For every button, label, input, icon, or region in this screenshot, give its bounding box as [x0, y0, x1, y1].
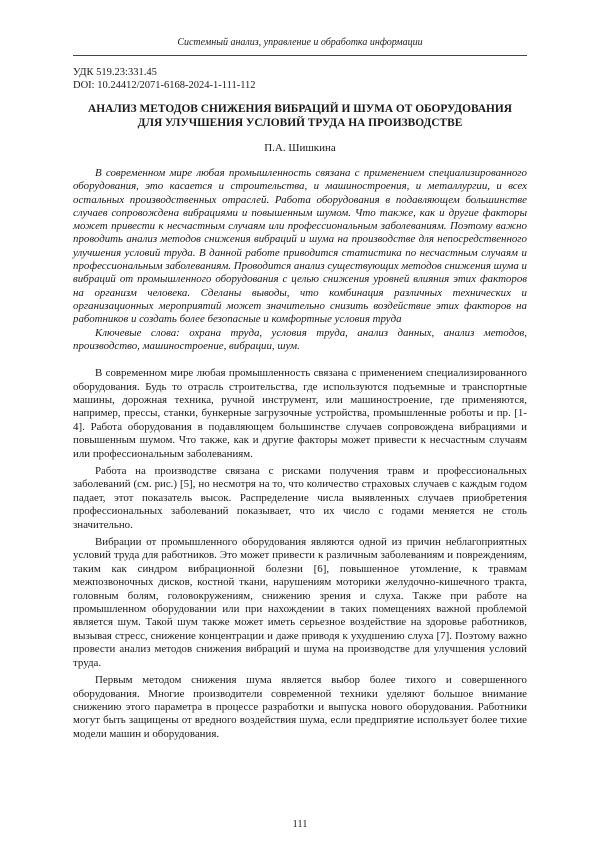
running-header: Системный анализ, управление и обработка информации	[177, 37, 423, 48]
body-paragraph-4: Первым методом снижения шума является выбор более тихого и совершенного оборудования. Многие производители современной техники уделяют большое внимание снижению этого параметра в процессе разработки и выпуска нового оборудования. Работники могут быть защищены от вредного воздействия шума, если предприятие использует более тихие модели машин и оборудования.	[73, 674, 527, 740]
keywords: Ключевые слова: охрана труда, условия труда, анализ данных, анализ методов, производство, машиностроение, вибрации, шум.	[73, 326, 527, 352]
body-paragraph-2: Работа на производстве связана с рисками получения травм и профессиональных заболеваний (см. рис.) [5], но несмотря на то, что количество страховых случаев с каждым годом падает, этот показатель высок. Распределение числа выявленных случаев приобретения профессиональных заболеваний показывает, что их число с годами меняется не столь значительно.	[73, 465, 527, 531]
journal-page	[73, 36, 527, 830]
author: П.А. Шишкина	[264, 142, 336, 154]
article-body	[73, 367, 527, 741]
article-title	[73, 102, 527, 130]
udc-code: УДК 519.23:331.45	[73, 67, 157, 78]
title-line-1: АНАЛИЗ МЕТОДОВ СНИЖЕНИЯ ВИБРАЦИЙ И ШУМА ОТ ОБОРУДОВАНИЯ	[88, 103, 512, 115]
body-paragraph-1: В современном мире любая промышленность связана с применением специализированного оборудования. Будь то отрасль строительства, где используются подъемные и транспортные машины, дорожная техника, ручной инструмент, или машиностроение, где применяются, например, прессы, станки, бункерные загрузочные устройства, промышленные роботы и пр. [1-4]. Работа оборудования в подавляющем большинстве случаев сопровождена вибрациями и повышенным шумом. Что также, как и другие факторы может привести к несчастным случаям или профессиональным заболеваниям.	[73, 367, 527, 460]
page-number: 111	[292, 819, 308, 830]
doi[interactable]: DOI: 10.24412/2071-6168-2024-1-111-112	[73, 80, 256, 91]
body-paragraph-3: Вибрации от промышленного оборудования являются одной из причин неблагоприятных условий труда для работников. Это может привести к различным заболеваниям и повреждениям, таким как синдром вибрационной болезни [6], повышенное утомление, к травмам межпозвоночных дисков, костной ткани, нарушениям моторики желудочно-кишечного тракта, головным болям, головокружениям, снижению зрения и слуха. Также при работе на промышленном оборудовании или при нахождении в таких помещениях важной проблемой является шум. Такой шум также может иметь серьезное воздействие на здоровье работников, вызывая стресс, снижение концентрации и даже приводя к ухудшению слуха [7]. Поэтому важно провести анализ методов снижения вибраций и шума на производстве для улучшения условий труда.	[73, 536, 527, 669]
header-rule	[73, 55, 527, 56]
title-line-2: ДЛЯ УЛУЧШЕНИЯ УСЛОВИЙ ТРУДА НА ПРОИЗВОДСТВЕ	[137, 117, 463, 129]
abstract: В современном мире любая промышленность связана с применением специализированного оборудования, это касается и строительства, и машиностроения, и металлургии, и всех остальных производственных отраслей. Работа оборудования в подавляющем большинстве случаев сопровождена вибрациями и повышенным шумом. Что также, как и другие факторы может привести к несчастным случаям или профессиональным заболеваниям. Поэтому важно проводить анализ методов снижения вибраций и шума на производстве для непосредственного улучшения условий труда. В данной работе приводится статистика по несчастным случаям и профессиональным заболеваниям. Проводится анализ существующих методов снижения шума и вибраций от промышленного оборудования с целью снижения уровней влияния этих факторов на организм человека. Сделаны выводы, что комбинация различных технических и организационных мероприятий может значительно снизить воздействие этих факторов на работников и создать более безопасные и комфортные условия труда	[73, 167, 527, 326]
article-meta	[73, 66, 527, 92]
